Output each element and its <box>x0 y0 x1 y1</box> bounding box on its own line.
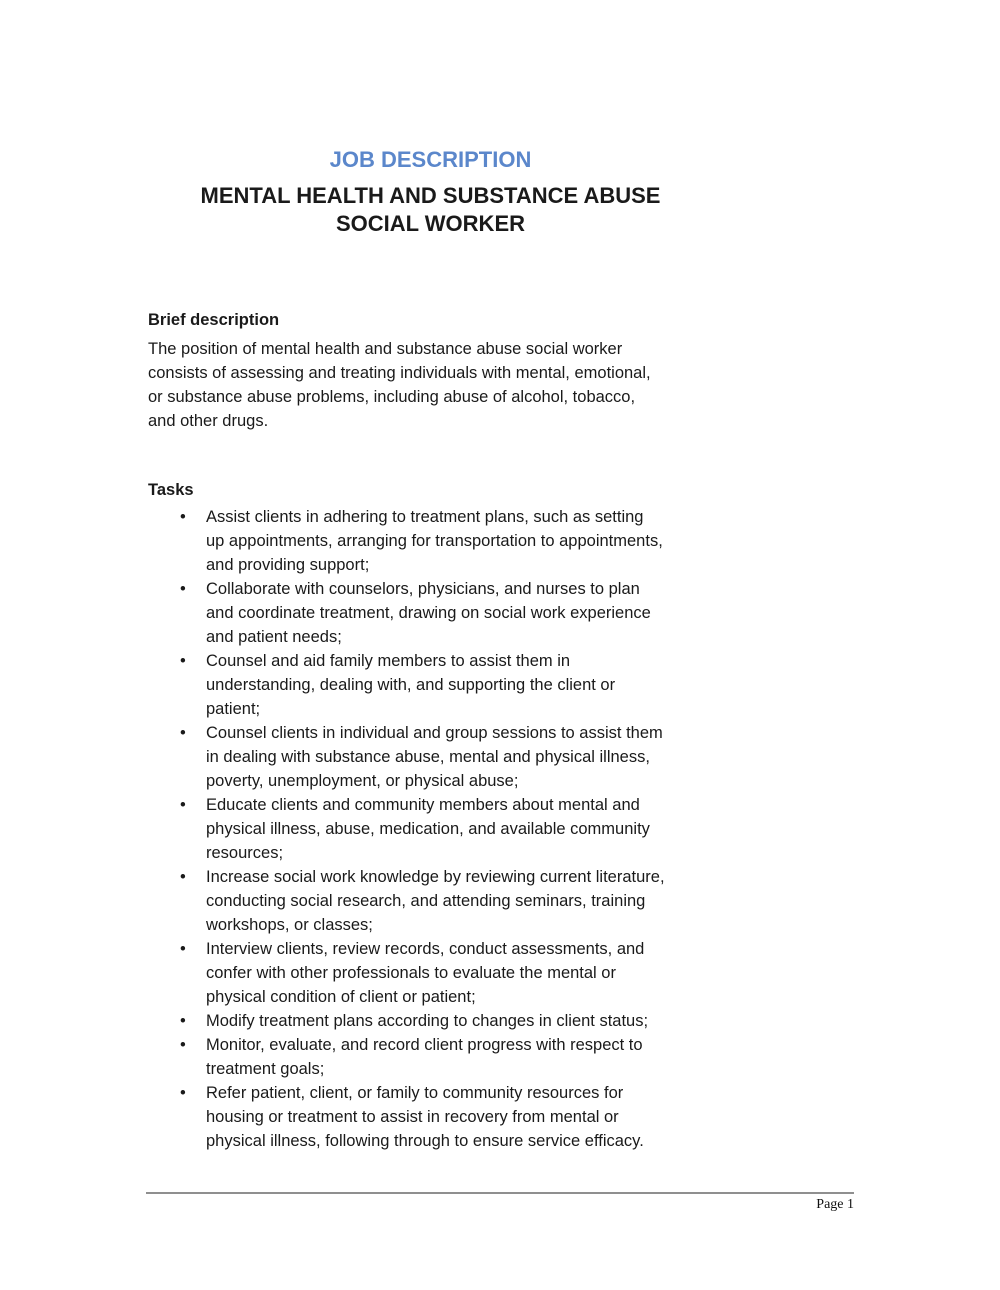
footer-rule <box>146 1192 854 1213</box>
tasks-list <box>148 505 713 1153</box>
tasks-heading: Tasks <box>148 481 194 499</box>
page-number: Page 1 <box>816 1197 854 1212</box>
brief-description-text: The position of mental health and substance abuse social worker consists of assessing and treating individuals with mental, emotional, or substance abuse problems, including abuse of alcohol, tobacco, and other drugs. <box>148 340 651 430</box>
task-item: • Collaborate with counselors, physicians, and nurses to plan and coordinate treatment, drawing on social work experience and patient needs; <box>206 577 713 649</box>
task-item: • Increase social work knowledge by reviewing current literature, conducting social research, and attending seminars, training workshops, or classes; <box>206 865 713 937</box>
doc-title: MENTAL HEALTH AND SUBSTANCE ABUSE SOCIAL WORKER <box>200 183 661 236</box>
brief-description-heading: Brief description <box>148 311 280 329</box>
task-item: • Refer patient, client, or family to community resources for housing or treatment to assist in recovery from mental or physical illness, following through to ensure service efficacy. <box>206 1081 713 1153</box>
task-item: • Interview clients, review records, conduct assessments, and confer with other professionals to evaluate the mental or physical condition of client or patient; <box>206 937 713 1009</box>
task-item: • Assist clients in adhering to treatment plans, such as setting up appointments, arranging for transportation to appointments, and providing support; <box>206 505 713 577</box>
task-item: • Counsel and aid family members to assist them in understanding, dealing with, and supporting the client or patient; <box>206 649 713 721</box>
doc-kicker: JOB DESCRIPTION <box>329 147 532 172</box>
task-item: • Counsel clients in individual and group sessions to assist them in dealing with substance abuse, mental and physical illness, poverty, unemployment, or physical abuse; <box>206 721 713 793</box>
task-item: • Modify treatment plans according to changes in client status; <box>206 1009 713 1033</box>
task-item: • Educate clients and community members about mental and physical illness, abuse, medication, and available community resources; <box>206 793 713 865</box>
task-item: • Monitor, evaluate, and record client progress with respect to treatment goals; <box>206 1033 713 1081</box>
document-body <box>148 146 713 1153</box>
